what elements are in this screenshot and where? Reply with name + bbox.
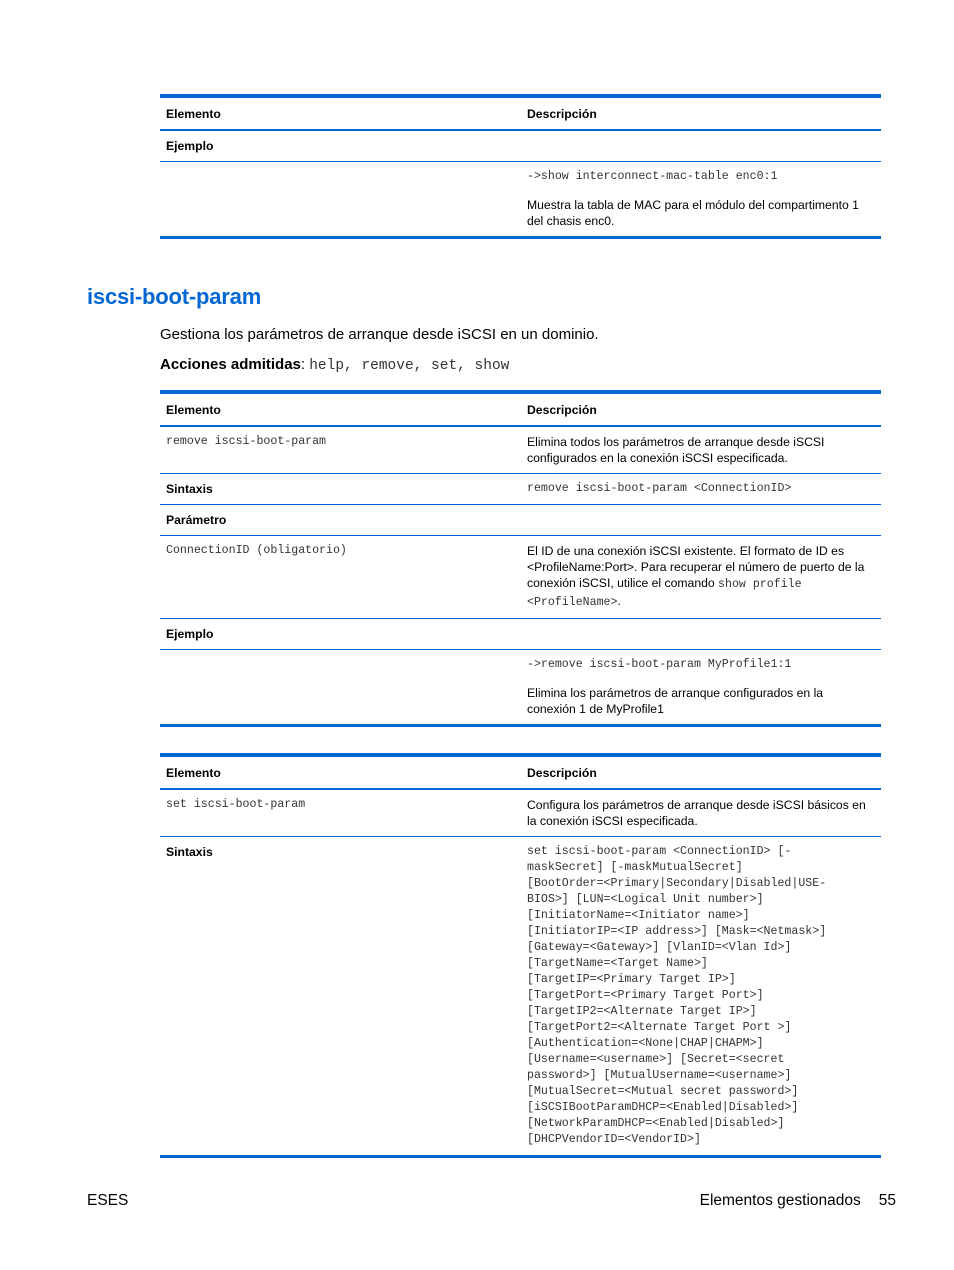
table-row xyxy=(160,474,881,505)
footer-chapter-title: Elementos gestionados xyxy=(699,1192,861,1209)
syntax-label: Sintaxis xyxy=(160,474,521,505)
syntax-line: BIOS>] [LUN=<Logical Unit number>] xyxy=(527,893,764,906)
syntax-line: [TargetIP=<Primary Target IP>] xyxy=(527,973,736,986)
table-remove-iscsi-boot-param xyxy=(160,390,881,727)
table-row xyxy=(160,789,881,837)
command-description: Configura los parámetros de arranque desde iSCSI básicos en la conexión iSCSI especificada. xyxy=(521,789,881,837)
header-elemento: Elemento xyxy=(160,392,521,426)
table-row xyxy=(160,426,881,474)
actions-list: help, remove, set, show xyxy=(309,358,510,374)
syntax-line: [TargetName=<Target Name>] xyxy=(527,957,708,970)
syntax-label: Sintaxis xyxy=(166,845,213,859)
header-descripcion: Descripción xyxy=(521,96,881,130)
syntax-line: [InitiatorIP=<IP address>] [Mask=<Netmask>] xyxy=(527,925,827,938)
table-header-row xyxy=(160,96,881,130)
syntax-line: [TargetIP2=<Alternate Target IP>] xyxy=(527,1005,757,1018)
page-number: 55 xyxy=(878,1192,896,1209)
supported-actions xyxy=(160,356,509,374)
syntax-line: [Username=<username>] [Secret=<secret xyxy=(527,1053,785,1066)
example-label: Ejemplo xyxy=(160,130,521,162)
syntax-line: [InitiatorName=<Initiator name>] xyxy=(527,909,750,922)
syntax-line: set iscsi-boot-param <ConnectionID> [- xyxy=(527,845,792,858)
table-row xyxy=(160,619,881,650)
section-intro: Gestiona los parámetros de arranque desde iSCSI en un dominio. xyxy=(160,326,599,343)
table-header-row xyxy=(160,392,881,426)
syntax-line: [MutualSecret=<Mutual secret password>] xyxy=(527,1085,799,1098)
syntax-line: maskSecret] [-maskMutualSecret] xyxy=(527,861,743,874)
syntax-line: [TargetPort=<Primary Target Port>] xyxy=(527,989,764,1002)
parameter-description: El ID de una conexión iSCSI existente. El formato de ID es <ProfileName:Port>. Para recuperar el número de puerto de la conexión iSCSI, utilice el comando show profile <ProfileName>. xyxy=(521,536,881,619)
parameter-label: Parámetro xyxy=(160,505,521,536)
actions-colon: : xyxy=(300,356,306,373)
table-set-iscsi-boot-param xyxy=(160,753,881,1158)
header-elemento: Elemento xyxy=(160,96,521,130)
header-elemento: Elemento xyxy=(160,755,521,789)
syntax-line: [Authentication=<None|CHAP|CHAPM>] xyxy=(527,1037,764,1050)
syntax-line: [iSCSIBootParamDHCP=<Enabled|Disabled>] xyxy=(527,1101,799,1114)
command-description: Elimina todos los parámetros de arranque desde iSCSI configurados en la conexión iSCSI especificada. xyxy=(521,426,881,474)
command-name: set iscsi-boot-param xyxy=(160,789,521,837)
syntax-value xyxy=(521,837,881,1157)
example-description: Elimina los parámetros de arranque configurados en la conexión 1 de MyProfile1 xyxy=(527,686,824,716)
parameter-desc-code: show profile <ProfileName> xyxy=(527,578,802,609)
example-description: Muestra la tabla de MAC para el módulo del compartimento 1 del chasis enc0. xyxy=(527,198,859,228)
syntax-line: [NetworkParamDHCP=<Enabled|Disabled>] xyxy=(527,1117,785,1130)
section-title: iscsi-boot-param xyxy=(87,284,262,309)
footer-locale: ESES xyxy=(87,1192,129,1209)
actions-label: Acciones admitidas xyxy=(160,356,301,373)
table-row xyxy=(160,505,881,536)
header-descripcion: Descripción xyxy=(521,392,881,426)
table-row xyxy=(160,837,881,1157)
syntax-line: [DHCPVendorID=<VendorID>] xyxy=(527,1133,701,1146)
table-header-row xyxy=(160,755,881,789)
parameter-name: ConnectionID (obligatorio) xyxy=(160,536,521,619)
footer-chapter xyxy=(700,1192,896,1210)
example-label: Ejemplo xyxy=(160,619,521,650)
table-show-interconnect-mac xyxy=(160,94,881,239)
syntax-line: [TargetPort2=<Alternate Target Port >] xyxy=(527,1021,792,1034)
table-row xyxy=(160,162,881,238)
header-descripcion: Descripción xyxy=(521,755,881,789)
example-command: ->show interconnect-mac-table enc0:1 xyxy=(527,170,778,183)
syntax-line: [BootOrder=<Primary|Secondary|Disabled|USE- xyxy=(527,877,827,890)
table-row xyxy=(160,650,881,726)
syntax-line: [Gateway=<Gateway>] [VlanID=<Vlan Id>] xyxy=(527,941,792,954)
syntax-line: password>] [MutualUsername=<username>] xyxy=(527,1069,792,1082)
example-command: ->remove iscsi-boot-param MyProfile1:1 xyxy=(527,658,792,671)
syntax-value: remove iscsi-boot-param <ConnectionID> xyxy=(521,474,881,505)
table-row xyxy=(160,130,881,162)
table-row xyxy=(160,536,881,619)
command-name: remove iscsi-boot-param xyxy=(160,426,521,474)
